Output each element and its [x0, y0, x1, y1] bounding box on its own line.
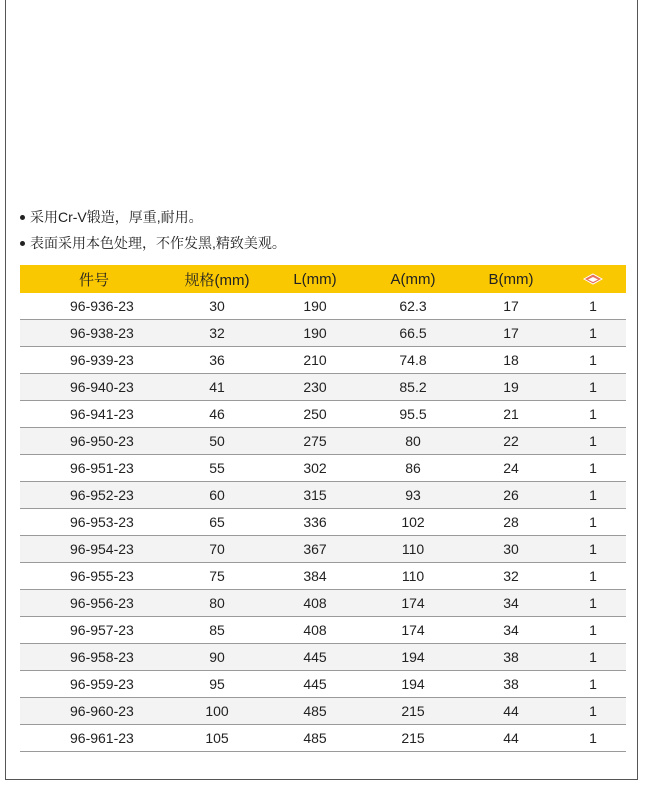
cell-a: 215	[364, 698, 462, 725]
cell-size: 95	[168, 671, 266, 698]
cell-quantity: 1	[560, 374, 626, 401]
spec-table	[20, 265, 626, 752]
cell-b: 44	[462, 698, 560, 725]
table-row	[20, 671, 626, 698]
cell-b: 19	[462, 374, 560, 401]
cell-part-number: 96-939-23	[20, 347, 168, 374]
box-icon	[583, 273, 603, 287]
cell-a: 95.5	[364, 401, 462, 428]
cell-quantity: 1	[560, 671, 626, 698]
cell-size: 80	[168, 590, 266, 617]
cell-length: 485	[266, 725, 364, 752]
feature-item	[20, 204, 286, 230]
cell-quantity: 1	[560, 563, 626, 590]
table-row	[20, 320, 626, 347]
feature-list	[20, 204, 286, 256]
cell-length: 250	[266, 401, 364, 428]
cell-part-number: 96-938-23	[20, 320, 168, 347]
cell-size: 30	[168, 293, 266, 320]
cell-part-number: 96-956-23	[20, 590, 168, 617]
cell-size: 75	[168, 563, 266, 590]
cell-quantity: 1	[560, 644, 626, 671]
cell-size: 41	[168, 374, 266, 401]
cell-b: 34	[462, 617, 560, 644]
table-row	[20, 293, 626, 320]
cell-b: 24	[462, 455, 560, 482]
cell-b: 34	[462, 590, 560, 617]
cell-a: 110	[364, 536, 462, 563]
header-size: 规格(mm)	[168, 265, 266, 293]
table-row	[20, 536, 626, 563]
cell-length: 230	[266, 374, 364, 401]
table-row	[20, 374, 626, 401]
cell-size: 46	[168, 401, 266, 428]
feature-text: 表面采用本色处理，不作发黑,精致美观。	[30, 235, 286, 251]
cell-a: 66.5	[364, 320, 462, 347]
cell-a: 110	[364, 563, 462, 590]
cell-size: 32	[168, 320, 266, 347]
cell-length: 384	[266, 563, 364, 590]
table-row	[20, 455, 626, 482]
cell-quantity: 1	[560, 428, 626, 455]
header-length: L(mm)	[266, 265, 364, 293]
table-row	[20, 590, 626, 617]
cell-a: 215	[364, 725, 462, 752]
cell-part-number: 96-954-23	[20, 536, 168, 563]
cell-a: 74.8	[364, 347, 462, 374]
cell-length: 408	[266, 617, 364, 644]
cell-quantity: 1	[560, 590, 626, 617]
cell-quantity: 1	[560, 347, 626, 374]
cell-a: 80	[364, 428, 462, 455]
cell-length: 336	[266, 509, 364, 536]
cell-length: 190	[266, 320, 364, 347]
cell-quantity: 1	[560, 320, 626, 347]
cell-part-number: 96-941-23	[20, 401, 168, 428]
header-quantity	[560, 265, 626, 293]
bullet-icon	[20, 215, 25, 220]
cell-part-number: 96-958-23	[20, 644, 168, 671]
cell-part-number: 96-951-23	[20, 455, 168, 482]
feature-item	[20, 230, 286, 256]
cell-size: 50	[168, 428, 266, 455]
table-row	[20, 644, 626, 671]
cell-length: 210	[266, 347, 364, 374]
cell-a: 85.2	[364, 374, 462, 401]
cell-quantity: 1	[560, 509, 626, 536]
cell-part-number: 96-952-23	[20, 482, 168, 509]
cell-length: 445	[266, 671, 364, 698]
cell-size: 100	[168, 698, 266, 725]
cell-size: 105	[168, 725, 266, 752]
cell-length: 315	[266, 482, 364, 509]
cell-b: 17	[462, 320, 560, 347]
cell-part-number: 96-960-23	[20, 698, 168, 725]
cell-part-number: 96-961-23	[20, 725, 168, 752]
cell-quantity: 1	[560, 698, 626, 725]
cell-part-number: 96-940-23	[20, 374, 168, 401]
cell-size: 55	[168, 455, 266, 482]
feature-text: 采用Cr-V锻造，厚重,耐用。	[30, 209, 203, 225]
cell-a: 194	[364, 644, 462, 671]
table-row	[20, 617, 626, 644]
cell-length: 408	[266, 590, 364, 617]
cell-b: 32	[462, 563, 560, 590]
table-row	[20, 725, 626, 752]
cell-b: 26	[462, 482, 560, 509]
cell-quantity: 1	[560, 455, 626, 482]
table-header-row	[20, 265, 626, 293]
cell-quantity: 1	[560, 725, 626, 752]
cell-a: 62.3	[364, 293, 462, 320]
cell-a: 194	[364, 671, 462, 698]
cell-size: 60	[168, 482, 266, 509]
table-row	[20, 509, 626, 536]
table-row	[20, 698, 626, 725]
table-row	[20, 482, 626, 509]
cell-b: 21	[462, 401, 560, 428]
cell-quantity: 1	[560, 482, 626, 509]
cell-part-number: 96-953-23	[20, 509, 168, 536]
cell-a: 102	[364, 509, 462, 536]
cell-length: 367	[266, 536, 364, 563]
cell-size: 90	[168, 644, 266, 671]
cell-length: 302	[266, 455, 364, 482]
cell-b: 44	[462, 725, 560, 752]
table-row	[20, 401, 626, 428]
cell-b: 38	[462, 671, 560, 698]
cell-b: 18	[462, 347, 560, 374]
cell-b: 17	[462, 293, 560, 320]
table-row	[20, 563, 626, 590]
header-part-number: 件号	[20, 265, 168, 293]
cell-part-number: 96-959-23	[20, 671, 168, 698]
cell-part-number: 96-950-23	[20, 428, 168, 455]
table-row	[20, 347, 626, 374]
cell-length: 445	[266, 644, 364, 671]
cell-length: 275	[266, 428, 364, 455]
cell-b: 30	[462, 536, 560, 563]
cell-part-number: 96-957-23	[20, 617, 168, 644]
cell-a: 174	[364, 617, 462, 644]
cell-size: 70	[168, 536, 266, 563]
header-b: B(mm)	[462, 265, 560, 293]
header-a: A(mm)	[364, 265, 462, 293]
table-row	[20, 428, 626, 455]
cell-part-number: 96-955-23	[20, 563, 168, 590]
cell-size: 65	[168, 509, 266, 536]
cell-quantity: 1	[560, 401, 626, 428]
cell-quantity: 1	[560, 293, 626, 320]
cell-a: 174	[364, 590, 462, 617]
cell-b: 38	[462, 644, 560, 671]
cell-length: 190	[266, 293, 364, 320]
cell-part-number: 96-936-23	[20, 293, 168, 320]
cell-b: 28	[462, 509, 560, 536]
cell-quantity: 1	[560, 617, 626, 644]
cell-quantity: 1	[560, 536, 626, 563]
cell-size: 36	[168, 347, 266, 374]
cell-length: 485	[266, 698, 364, 725]
cell-b: 22	[462, 428, 560, 455]
bullet-icon	[20, 241, 25, 246]
cell-a: 93	[364, 482, 462, 509]
cell-size: 85	[168, 617, 266, 644]
cell-a: 86	[364, 455, 462, 482]
